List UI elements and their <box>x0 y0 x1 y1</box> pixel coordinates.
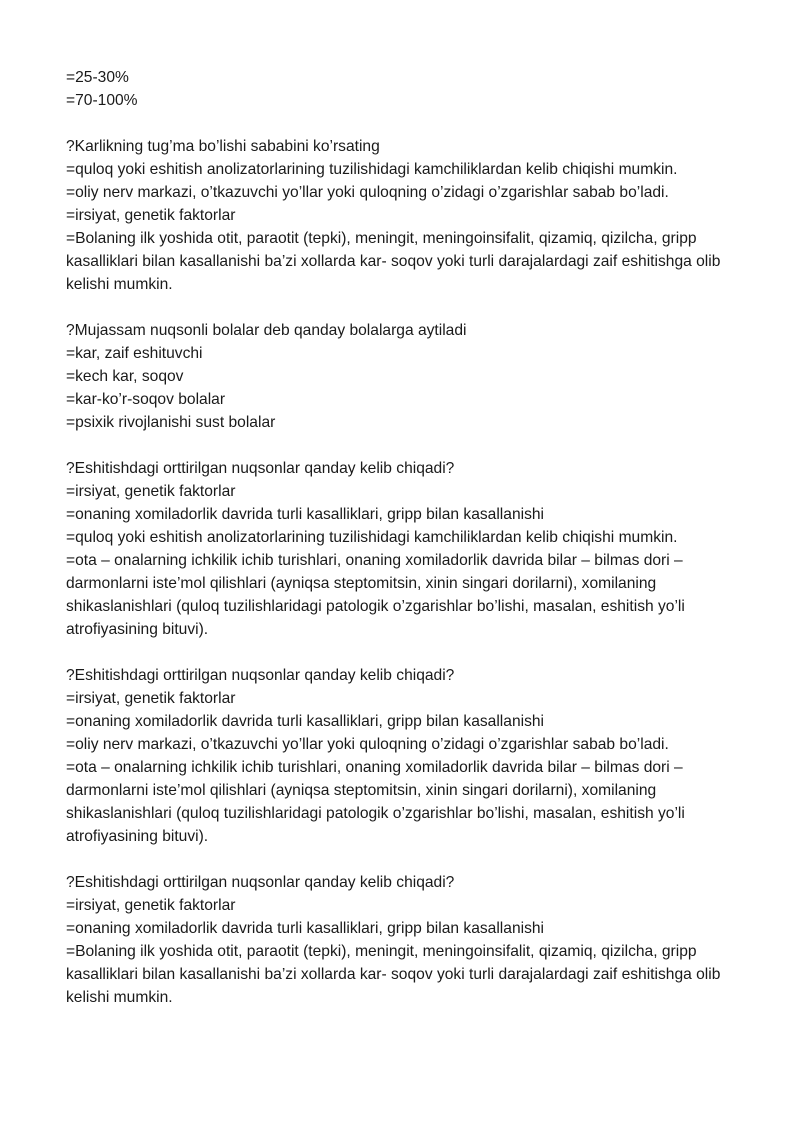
answer-option: =onaning xomiladorlik davrida turli kasalliklari, gripp bilan kasallanishi <box>66 920 545 937</box>
answer-option: =kar, zaif eshituvchi <box>66 345 203 362</box>
answer-option: =onaning xomiladorlik davrida turli kasalliklari, gripp bilan kasallanishi <box>66 506 545 523</box>
answer-option: =psixik rivojlanishi sust bolalar <box>66 414 276 431</box>
answer-option: =onaning xomiladorlik davrida turli kasalliklari, gripp bilan kasallanishi <box>66 713 545 730</box>
question-text: ?Mujassam nuqsonli bolalar deb qanday bolalarga aytiladi <box>66 322 467 339</box>
question-block <box>66 457 756 641</box>
answer-option: =ota – onalarning ichkilik ichib turishlari, onaning xomiladorlik davrida bilar – bilmas dori – darmonlarni iste’mol qilishlari (ayniqsa steptomitsin, xinin singari dorilarni), xomilaning shikaslanishlari (quloq tuzilishlaridagi patologik o’zgarishlar bo’lishi, masalan, eshitish yo’li atrofiyasining bituvi). <box>66 759 685 845</box>
answer-option: =irsiyat, genetik faktorlar <box>66 690 236 707</box>
question-block <box>66 135 756 296</box>
document-page <box>66 66 756 1032</box>
answer-option: =oliy nerv markazi, o’tkazuvchi yo’llar yoki quloqning o’zidagi o’zgarishlar sabab bo’ladi. <box>66 736 669 753</box>
answer-option: =quloq yoki eshitish anolizatorlarining tuzilishidagi kamchiliklardan kelib chiqishi mumkin. <box>66 161 678 178</box>
answer-option: =irsiyat, genetik faktorlar <box>66 897 236 914</box>
question-text: ?Eshitishdagi orttirilgan nuqsonlar qanday kelib chiqadi? <box>66 460 455 477</box>
answer-option: =kech kar, soqov <box>66 368 184 385</box>
question-text: ?Eshitishdagi orttirilgan nuqsonlar qanday kelib chiqadi? <box>66 667 455 684</box>
answer-option: =irsiyat, genetik faktorlar <box>66 207 236 224</box>
question-text: ?Karlikning tug’ma bo’lishi sababini ko’rsating <box>66 138 380 155</box>
answer-options-fragment <box>66 66 756 112</box>
answer-option: =Bolaning ilk yoshida otit, paraotit (tepki), meningit, meningoinsifalit, qizamiq, qizilcha, gripp kasalliklari bilan kasallanishi ba’zi xollarda kar- soqov yoki turli darajalardagi zaif eshitishga olib kelishi mumkin. <box>66 943 721 1006</box>
answer-option: =irsiyat, genetik faktorlar <box>66 483 236 500</box>
question-block <box>66 871 756 1009</box>
answer-option: =ota – onalarning ichkilik ichib turishlari, onaning xomiladorlik davrida bilar – bilmas dori – darmonlarni iste’mol qilishlari (ayniqsa steptomitsin, xinin singari dorilarni), xomilaning shikaslanishlari (quloq tuzilishlaridagi patologik o’zgarishlar bo’lishi, masalan, eshitish yo’li atrofiyasining bituvi). <box>66 552 685 638</box>
question-block <box>66 319 756 434</box>
answer-option: =kar-ko’r-soqov bolalar <box>66 391 226 408</box>
answer-option: =70-100% <box>66 92 138 109</box>
answer-option: =oliy nerv markazi, o’tkazuvchi yo’llar yoki quloqning o’zidagi o’zgarishlar sabab bo’ladi. <box>66 184 669 201</box>
answer-option: =Bolaning ilk yoshida otit, paraotit (tepki), meningit, meningoinsifalit, qizamiq, qizilcha, gripp kasalliklari bilan kasallanishi ba’zi xollarda kar- soqov yoki turli darajalardagi zaif eshitishga olib kelishi mumkin. <box>66 230 721 293</box>
question-block <box>66 664 756 848</box>
answer-option: =quloq yoki eshitish anolizatorlarining tuzilishidagi kamchiliklardan kelib chiqishi mumkin. <box>66 529 678 546</box>
answer-option: =25-30% <box>66 69 129 86</box>
question-text: ?Eshitishdagi orttirilgan nuqsonlar qanday kelib chiqadi? <box>66 874 455 891</box>
